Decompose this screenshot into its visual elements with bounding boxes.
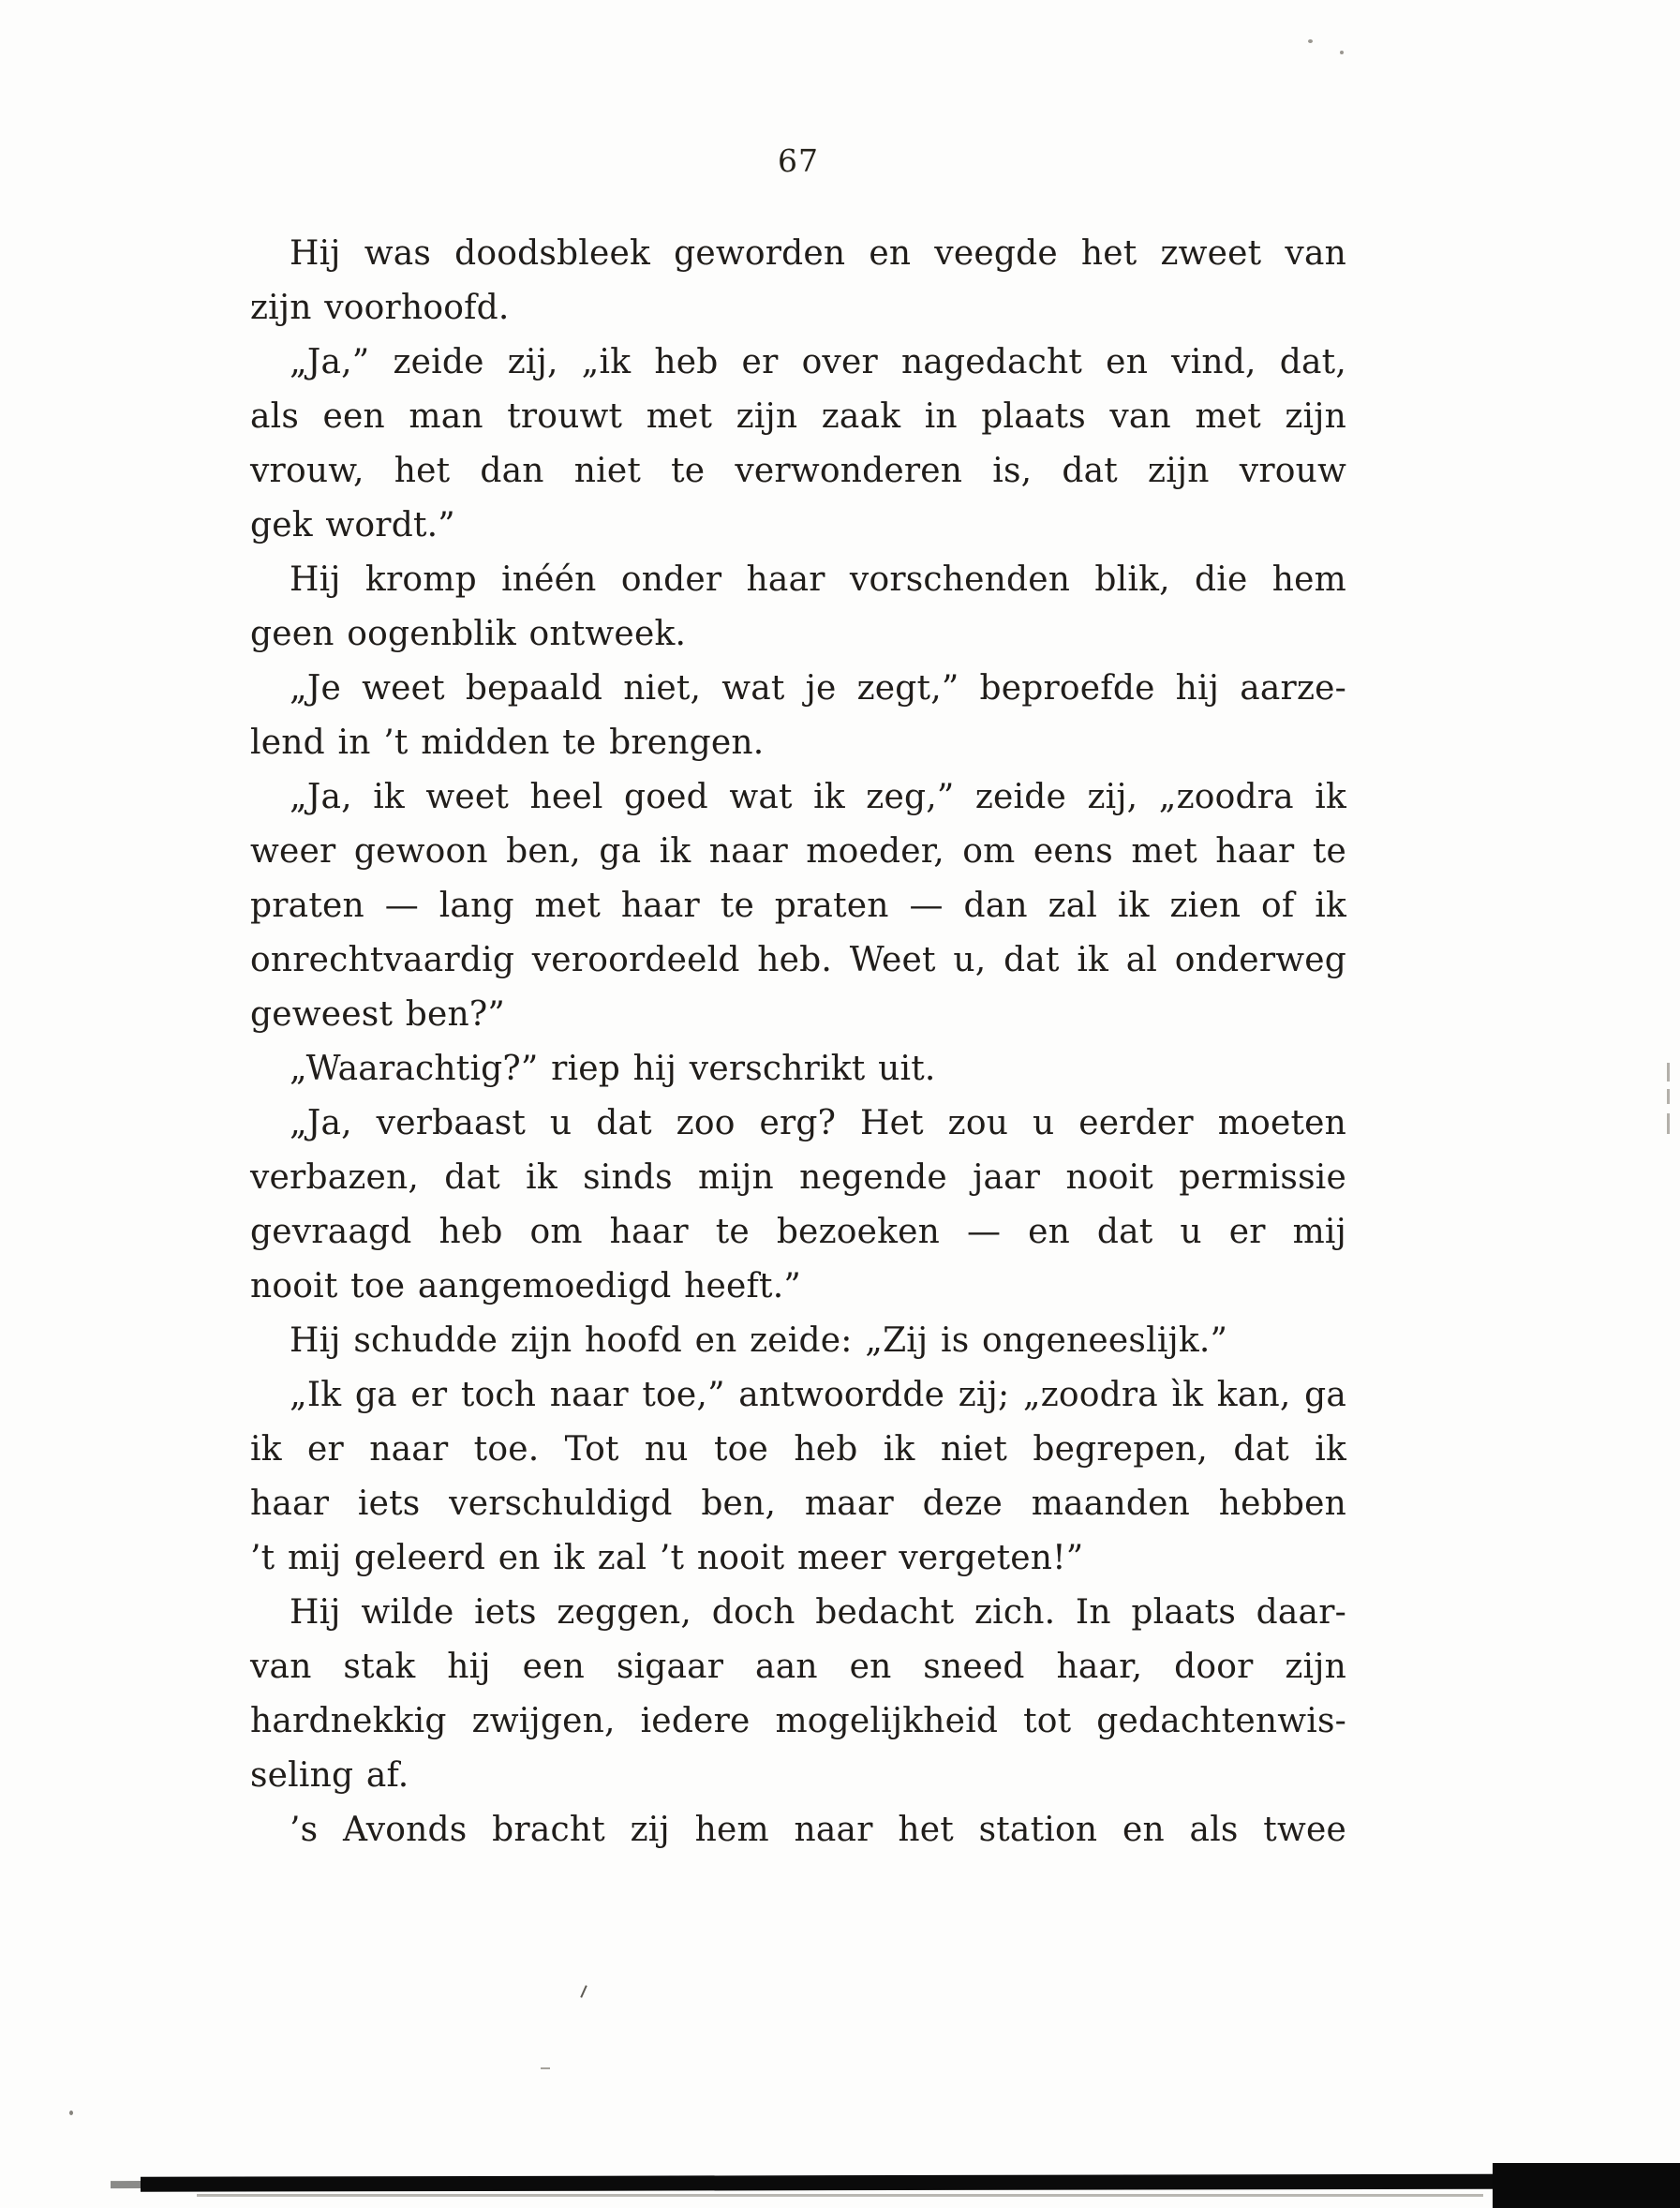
text-line: haar iets verschuldigd ben, maar deze maanden hebben xyxy=(250,1484,1346,1523)
text-line: Hij was doodsbleek geworden en veegde het zweet van xyxy=(290,234,1346,273)
scan-margin-dash xyxy=(1667,1063,1670,1082)
scan-speck xyxy=(69,2111,73,2115)
text-block xyxy=(250,227,1346,1857)
text-line: „Waarachtig?” riep hij verschrikt uit. xyxy=(290,1050,936,1088)
text-line: ’s Avonds bracht zij hem naar het station en als twee xyxy=(290,1811,1346,1849)
text-line: Hij wilde iets zeggen, doch bedacht zich. In plaats daar- xyxy=(290,1593,1346,1632)
text-line: „Je weet bepaald niet, wat je zegt,” beproefde hij aarze- xyxy=(290,669,1346,708)
text-line: onrechtvaardig veroordeeld heb. Weet u, dat ik al onderweg xyxy=(250,941,1346,979)
paragraph xyxy=(250,553,1346,662)
scan-margin-dash xyxy=(1667,1113,1670,1134)
paragraph xyxy=(250,1097,1346,1314)
page-number: 67 xyxy=(778,142,819,179)
text-line: van stak hij een sigaar aan en sneed haar, door zijn xyxy=(250,1648,1346,1686)
text-line: als een man trouwt met zijn zaak in plaats van met zijn xyxy=(250,397,1346,436)
text-line: ik er naar toe. Tot nu toe heb ik niet begrepen, dat ik xyxy=(250,1430,1346,1469)
paragraph xyxy=(250,227,1346,336)
scan-bottom-corner xyxy=(1493,2163,1680,2208)
paragraph xyxy=(250,1586,1346,1803)
scan-tiny-dash xyxy=(541,2067,550,2069)
text-line: nooit toe aangemoedigd heeft.” xyxy=(250,1267,801,1305)
text-line: hardnekkig zwijgen, iedere mogelijkheid tot gedachtenwis- xyxy=(250,1702,1346,1740)
text-line: weer gewoon ben, ga ik naar moeder, om eens met haar te xyxy=(250,832,1346,871)
text-line: verbazen, dat ik sinds mijn negende jaar nooit permissie xyxy=(250,1158,1346,1197)
text-line: zijn voorhoofd. xyxy=(250,289,510,327)
scan-speck xyxy=(1340,51,1344,54)
text-line: geen oogenblik ontweek. xyxy=(250,615,687,653)
text-line: seling af. xyxy=(250,1756,409,1795)
paragraph xyxy=(250,662,1346,770)
text-line: praten — lang met haar te praten — dan zal ik zien of ik xyxy=(250,887,1346,925)
scan-underline xyxy=(197,2194,1483,2197)
paragraph xyxy=(250,1042,1346,1097)
text-line: „Ik ga er toch naar toe,” antwoordde zij; „zoodra ìk kan, ga xyxy=(290,1376,1346,1414)
paragraph xyxy=(250,1368,1346,1586)
paragraph xyxy=(250,1803,1346,1857)
text-line: „Ja, ik weet heel goed wat ik zeg,” zeide zij, „zoodra ik xyxy=(290,778,1346,816)
text-line: Hij kromp inéén onder haar vorschenden blik, die hem xyxy=(290,560,1346,599)
paragraph xyxy=(250,336,1346,553)
text-line: ’t mij geleerd en ik zal ’t nooit meer vergeten!” xyxy=(250,1539,1084,1577)
scan-speck xyxy=(1308,39,1313,43)
text-line: „Ja, verbaast u dat zoo erg? Het zou u eerder moeten xyxy=(290,1104,1346,1142)
text-line: lend in ’t midden te brengen. xyxy=(250,724,765,762)
paragraph xyxy=(250,770,1346,1042)
scan-slash-mark xyxy=(580,1985,587,1998)
scan-bottom-bar xyxy=(141,2173,1680,2191)
text-line: „Ja,” zeide zij, „ik heb er over nagedacht en vind, dat, xyxy=(290,343,1346,381)
scan-bar-lead xyxy=(111,2181,167,2188)
scan-margin-dash xyxy=(1667,1089,1670,1104)
text-line: geweest ben?” xyxy=(250,995,505,1034)
text-line: vrouw, het dan niet te verwonderen is, dat zijn vrouw xyxy=(250,452,1346,490)
paragraph xyxy=(250,1314,1346,1368)
text-line: gek wordt.” xyxy=(250,506,455,545)
text-line: gevraagd heb om haar te bezoeken — en dat u er mij xyxy=(250,1213,1346,1251)
text-line: Hij schudde zijn hoofd en zeide: „Zij is ongeneeslijk.” xyxy=(290,1321,1228,1360)
